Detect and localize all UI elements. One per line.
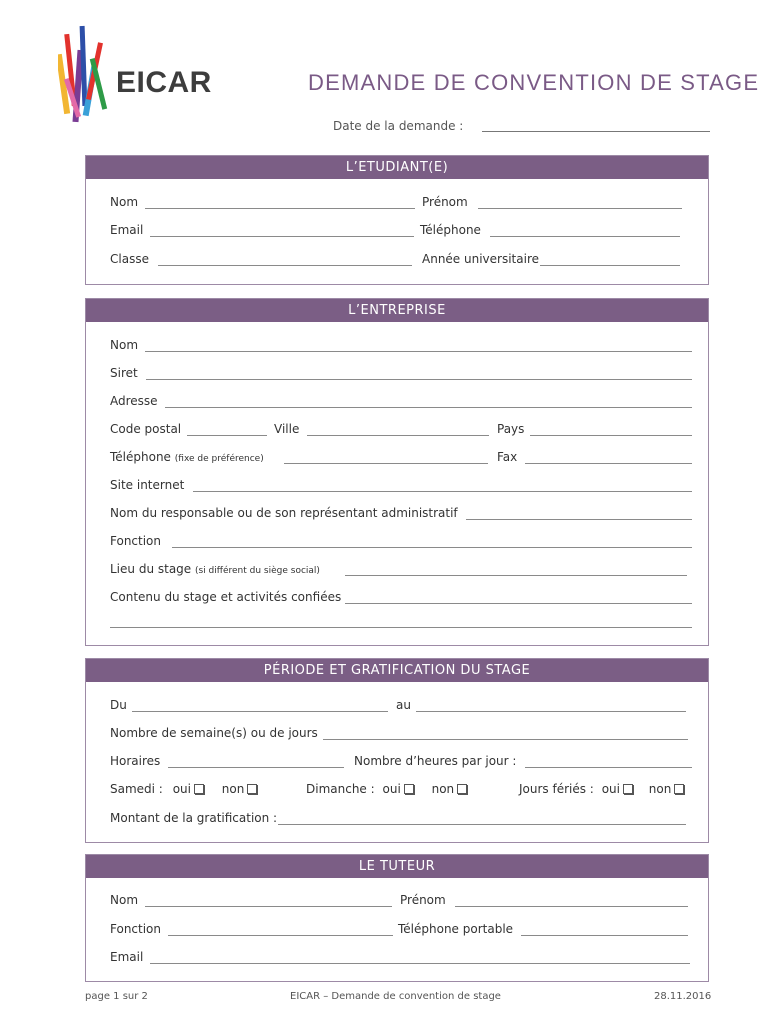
- logo-bars-icon: [58, 22, 118, 132]
- label-telephone: [110, 450, 264, 464]
- section-header: LE TUTEUR: [86, 855, 708, 878]
- field-au[interactable]: [416, 711, 686, 712]
- label-siret: Siret: [110, 366, 138, 380]
- label-fonction: Fonction: [110, 922, 162, 936]
- lieu-label: Lieu du stage: [110, 562, 192, 576]
- feries-non-label: non: [648, 782, 672, 796]
- label-semaines: Nombre de semaine(s) ou de jours: [110, 726, 318, 740]
- field-du[interactable]: [132, 711, 388, 712]
- label-pays: Pays: [497, 422, 525, 436]
- samedi-oui-label: oui: [172, 782, 191, 796]
- field-nom[interactable]: [145, 351, 692, 352]
- label-montant: Montant de la gratification :: [110, 811, 278, 825]
- label-responsable: Nom du responsable ou de son représentant administratif: [110, 506, 458, 520]
- date-field[interactable]: [482, 131, 710, 132]
- field-code-postal[interactable]: [187, 435, 267, 436]
- field-annee[interactable]: [540, 265, 680, 266]
- eicar-logo: [58, 22, 212, 132]
- telephone-note: (fixe de préférence): [174, 454, 264, 464]
- field-pays[interactable]: [530, 435, 692, 436]
- feries-group: [519, 782, 684, 796]
- dimanche-non-label: non: [431, 782, 455, 796]
- samedi-group: [110, 782, 257, 796]
- label-ville: Ville: [274, 422, 300, 436]
- feries-oui-checkbox[interactable]: [623, 784, 633, 794]
- samedi-non-checkbox[interactable]: [247, 784, 257, 794]
- field-classe[interactable]: [158, 265, 412, 266]
- label-prenom: Prénom: [400, 893, 446, 907]
- footer-doc: EICAR – Demande de convention de stage: [290, 991, 501, 1002]
- field-responsable[interactable]: [466, 519, 692, 520]
- field-telephone[interactable]: [284, 463, 488, 464]
- label-annee: Année universitaire: [422, 252, 539, 266]
- field-contenu[interactable]: [345, 603, 692, 604]
- section-header: L’ETUDIANT(E): [86, 156, 708, 179]
- field-montant[interactable]: [278, 824, 686, 825]
- label-email: Email: [110, 223, 144, 237]
- dimanche-oui-checkbox[interactable]: [404, 784, 414, 794]
- label-lieu: [110, 562, 320, 576]
- field-siret[interactable]: [146, 379, 692, 380]
- feries-oui-label: oui: [601, 782, 620, 796]
- label-telephone: Téléphone portable: [398, 922, 514, 936]
- label-code-postal: Code postal: [110, 422, 182, 436]
- date-label: Date de la demande :: [333, 119, 464, 133]
- dimanche-group: [306, 782, 467, 796]
- label-nom: Nom: [110, 893, 139, 907]
- field-lieu[interactable]: [345, 575, 687, 576]
- field-ville[interactable]: [307, 435, 489, 436]
- field-nom[interactable]: [145, 208, 415, 209]
- lieu-note: (si différent du siège social): [195, 566, 320, 576]
- samedi-label: Samedi :: [110, 782, 163, 796]
- field-semaines[interactable]: [323, 739, 688, 740]
- field-nom[interactable]: [145, 906, 392, 907]
- field-fonction[interactable]: [168, 935, 393, 936]
- page-title: DEMANDE DE CONVENTION DE STAGE: [308, 70, 760, 95]
- telephone-label: Téléphone: [110, 450, 171, 464]
- footer-date: 28.11.2016: [654, 991, 712, 1002]
- field-prenom[interactable]: [478, 208, 682, 209]
- dimanche-label: Dimanche :: [306, 782, 375, 796]
- dimanche-oui-label: oui: [382, 782, 401, 796]
- label-fax: Fax: [497, 450, 518, 464]
- label-prenom: Prénom: [422, 195, 468, 209]
- samedi-non-label: non: [221, 782, 245, 796]
- label-nom: Nom: [110, 195, 139, 209]
- field-adresse[interactable]: [165, 407, 692, 408]
- field-contenu-continued[interactable]: [110, 627, 692, 628]
- field-email[interactable]: [150, 963, 690, 964]
- brand-name: EICAR: [116, 66, 212, 99]
- field-site[interactable]: [193, 491, 692, 492]
- label-au: au: [396, 698, 411, 712]
- label-fonction: Fonction: [110, 534, 162, 548]
- footer-page: page 1 sur 2: [85, 991, 148, 1002]
- label-contenu: Contenu du stage et activités confiées: [110, 590, 342, 604]
- feries-non-checkbox[interactable]: [674, 784, 684, 794]
- field-fonction[interactable]: [172, 547, 692, 548]
- field-fax[interactable]: [525, 463, 692, 464]
- samedi-oui-checkbox[interactable]: [194, 784, 204, 794]
- label-telephone: Téléphone: [420, 223, 481, 237]
- field-prenom[interactable]: [455, 906, 688, 907]
- dimanche-non-checkbox[interactable]: [457, 784, 467, 794]
- label-heures: Nombre d’heures par jour :: [354, 754, 517, 768]
- feries-label: Jours fériés :: [519, 782, 594, 796]
- field-telephone[interactable]: [521, 935, 688, 936]
- field-telephone[interactable]: [490, 236, 680, 237]
- field-email[interactable]: [150, 236, 414, 237]
- label-horaires: Horaires: [110, 754, 161, 768]
- section-header: L’ENTREPRISE: [86, 299, 708, 322]
- label-adresse: Adresse: [110, 394, 158, 408]
- field-horaires[interactable]: [168, 767, 344, 768]
- field-heures[interactable]: [525, 767, 692, 768]
- label-du: Du: [110, 698, 127, 712]
- label-nom: Nom: [110, 338, 139, 352]
- label-classe: Classe: [110, 252, 149, 266]
- label-email: Email: [110, 950, 144, 964]
- section-header: PÉRIODE ET GRATIFICATION DU STAGE: [86, 659, 708, 682]
- label-site: Site internet: [110, 478, 185, 492]
